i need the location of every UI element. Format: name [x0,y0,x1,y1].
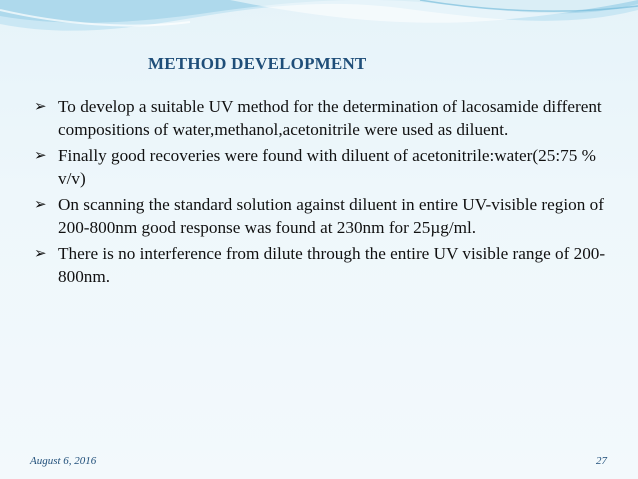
bullet-text: Finally good recoveries were found with diluent of acetonitrile:water(25:75 % v/v) [58,146,596,188]
bullet-text: To develop a suitable UV method for the determination of lacosamide different compositions of water,methanol,acetonitrile were used as diluent. [58,97,602,139]
header-wave-decoration [0,0,638,62]
arrow-bullet-icon: ➢ [34,148,47,164]
bullet-list [34,96,614,292]
arrow-bullet-icon: ➢ [34,246,47,262]
bullet-item [34,96,614,141]
bullet-item [34,145,614,190]
footer-date: August 6, 2016 [30,455,97,467]
bullet-text: On scanning the standard solution against diluent in entire UV-visible region of 200-800nm good response was found at 230nm for 25µg/ml. [58,195,604,237]
page-number: 27 [596,455,607,467]
bullet-text: There is no interference from dilute through the entire UV visible range of 200-800nm. [58,244,606,286]
slide-title: METHOD DEVELOPMENT [148,54,367,73]
arrow-bullet-icon: ➢ [34,197,47,213]
bullet-item [34,243,614,288]
arrow-bullet-icon: ➢ [34,99,47,115]
bullet-item [34,194,614,239]
